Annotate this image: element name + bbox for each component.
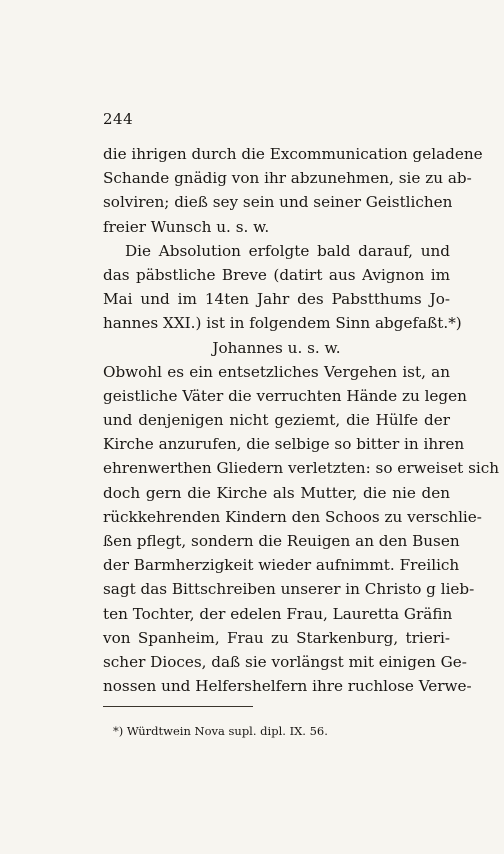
text-line: das päbstliche Breve (datirt aus Avignon im [103,265,450,284]
text-line: Mai und im 14ten Jahr des Pabstthums Jo- [103,290,450,309]
body-text [103,142,500,698]
text-line: scher Dioces, daß sie vorlängst mit einigen Ge- [103,652,467,671]
footnote: *) Würdtwein Nova supl. dipl. IX. 56. [113,724,328,738]
text-line: doch gern die Kirche als Mutter, die nie den [103,483,450,502]
text-line: Kirche anzurufen, die selbige so bitter in ihren [103,435,465,454]
text-line: von Spanheim, Frau zu Starkenburg, trieri- [103,628,450,647]
text-line: geistliche Väter die verruchten Hände zu legen [103,386,467,405]
text-line: ßen pflegt, sondern die Reuigen an den Busen [103,532,460,550]
text-line: nossen und Helfershelfern ihre ruchlose Verwe- [103,677,472,696]
text-line: Die Absolution erfolgte bald darauf, und [125,241,450,260]
text-line: rückkehrenden Kindern den Schoos zu verschlie- [103,507,482,526]
footnote-rule [103,706,253,707]
text-line: Obwohl es ein entsetzliches Vergehen ist, an [103,362,450,381]
text-line: und denjenigen nicht geziemt, die Hülfe der [103,411,450,430]
text-line: der Barmherzigkeit wieder aufnimmt. Freilich [103,556,460,575]
text-line: solviren; dieß sey sein und seiner Geistlichen [103,193,453,212]
text-line: Schande gnädig von ihr abzunehmen, sie zu ab- [103,169,472,188]
text-line: Johannes u. s. w. [212,338,341,357]
text-line: hannes XXI.) ist in folgendem Sinn abgefaßt.*) [103,314,462,333]
text-line: ten Tochter, der edelen Frau, Lauretta Gräfin [103,604,453,623]
page-number: 244 [103,110,134,128]
text-line: die ihrigen durch die Excommunication geladene [103,145,483,163]
text-line: ehrenwerthen Gliedern verletzten: so erweiset sich [103,459,500,478]
text-line: sagt das Bittschreiben unserer in Christo g lieb- [103,580,475,599]
text-line: freier Wunsch u. s. w. [103,217,270,236]
